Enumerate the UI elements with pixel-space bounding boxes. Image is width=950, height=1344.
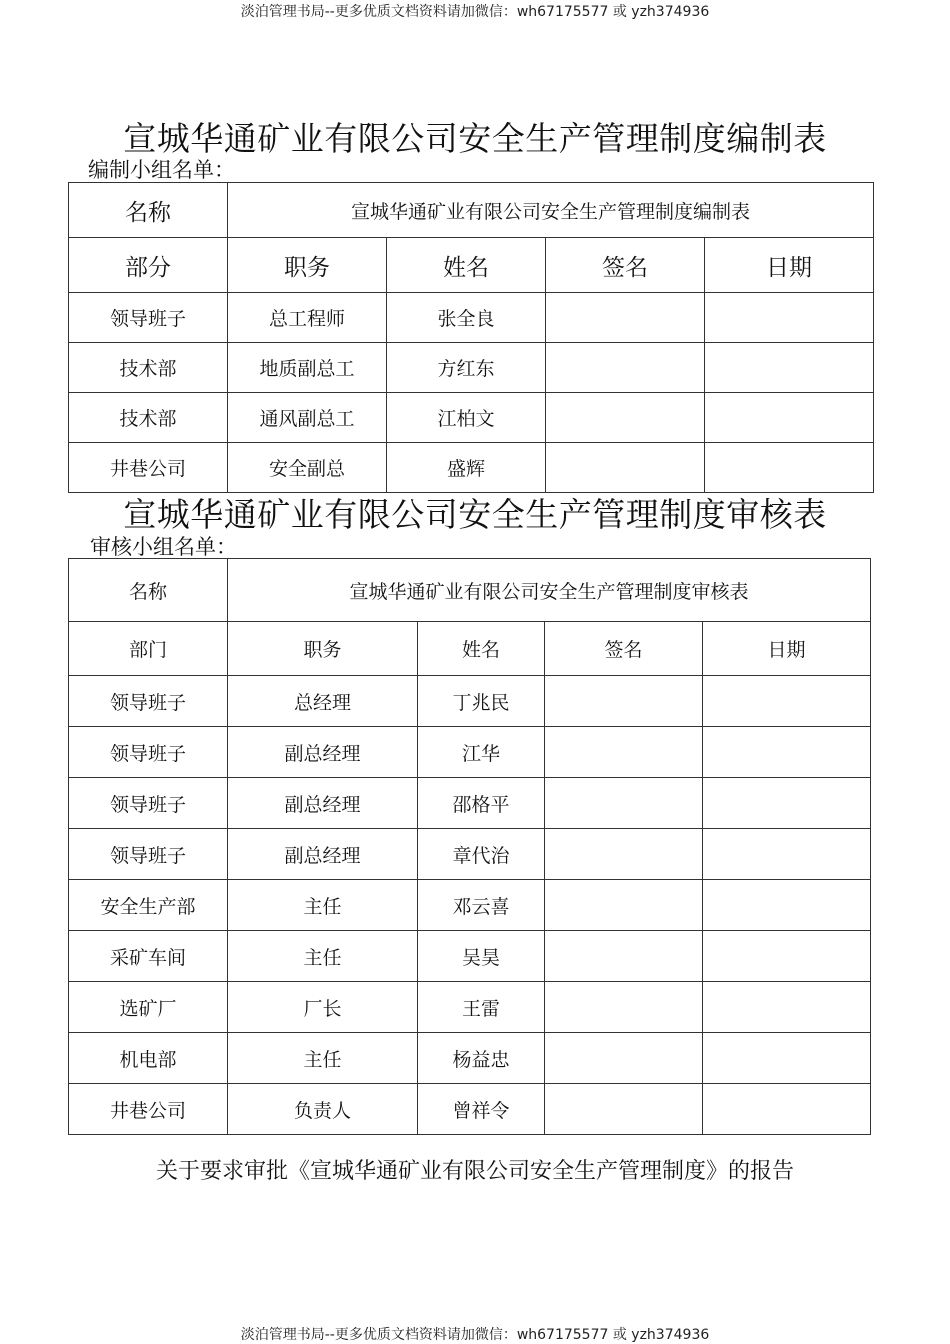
department-cell: 选矿厂 <box>69 982 228 1033</box>
position-cell: 主任 <box>228 1033 418 1084</box>
position-cell: 总工程师 <box>228 293 387 343</box>
department-cell: 领导班子 <box>69 293 228 343</box>
table-row <box>69 727 871 778</box>
report-heading: 关于要求审批《宣城华通矿业有限公司安全生产管理制度》的报告 <box>155 1159 794 1184</box>
signature-cell <box>545 1084 703 1135</box>
department-cell: 安全生产部 <box>69 880 228 931</box>
person-name-cell: 张全良 <box>387 293 546 343</box>
column-header: 职务 <box>228 622 418 676</box>
review-group-label: 审核小组名单： <box>90 535 237 559</box>
date-cell <box>703 778 871 829</box>
compilation-table <box>68 182 874 493</box>
table-row <box>69 931 871 982</box>
table-row <box>69 559 871 622</box>
table-row <box>69 1033 871 1084</box>
position-cell: 副总经理 <box>228 727 418 778</box>
table-row <box>69 982 871 1033</box>
date-cell <box>703 727 871 778</box>
table-row <box>69 343 874 393</box>
name-value-cell: 宣城华通矿业有限公司安全生产管理制度编制表 <box>228 183 874 238</box>
position-cell: 地质副总工 <box>228 343 387 393</box>
table-header-row <box>69 622 871 676</box>
date-cell <box>705 343 874 393</box>
column-header: 部分 <box>69 238 228 293</box>
signature-cell <box>545 727 703 778</box>
signature-cell <box>546 393 705 443</box>
date-cell <box>703 1084 871 1135</box>
date-cell <box>703 676 871 727</box>
department-cell: 领导班子 <box>69 829 228 880</box>
person-name-cell: 杨益忠 <box>418 1033 545 1084</box>
compilation-table-title: 宣城华通矿业有限公司安全生产管理制度编制表 <box>123 119 827 158</box>
column-header: 日期 <box>705 238 874 293</box>
signature-cell <box>546 443 705 493</box>
date-cell <box>703 880 871 931</box>
person-name-cell: 章代治 <box>418 829 545 880</box>
person-name-cell: 江柏文 <box>387 393 546 443</box>
table-row <box>69 829 871 880</box>
position-cell: 主任 <box>228 931 418 982</box>
column-header: 部门 <box>69 622 228 676</box>
name-value-cell: 宣城华通矿业有限公司安全生产管理制度审核表 <box>228 559 871 622</box>
date-cell <box>705 443 874 493</box>
department-cell: 领导班子 <box>69 676 228 727</box>
table-row <box>69 880 871 931</box>
department-cell: 井巷公司 <box>69 1084 228 1135</box>
column-header: 签名 <box>545 622 703 676</box>
date-cell <box>705 393 874 443</box>
signature-cell <box>545 880 703 931</box>
department-cell: 技术部 <box>69 343 228 393</box>
position-cell: 副总经理 <box>228 829 418 880</box>
watermark-footer: 淡泊管理书局--更多优质文档资料请加微信：wh67175577 或 yzh374936 <box>240 1327 710 1343</box>
person-name-cell: 邵格平 <box>418 778 545 829</box>
table-row <box>69 676 871 727</box>
date-cell <box>705 293 874 343</box>
person-name-cell: 曾祥令 <box>418 1084 545 1135</box>
signature-cell <box>546 343 705 393</box>
table-header-row <box>69 238 874 293</box>
person-name-cell: 丁兆民 <box>418 676 545 727</box>
review-table-title: 宣城华通矿业有限公司安全生产管理制度审核表 <box>123 495 827 534</box>
name-label-cell: 名称 <box>69 559 228 622</box>
signature-cell <box>545 829 703 880</box>
date-cell <box>703 1033 871 1084</box>
person-name-cell: 方红东 <box>387 343 546 393</box>
column-header: 签名 <box>546 238 705 293</box>
table-row <box>69 443 874 493</box>
signature-cell <box>545 931 703 982</box>
column-header: 姓名 <box>387 238 546 293</box>
signature-cell <box>545 982 703 1033</box>
position-cell: 厂长 <box>228 982 418 1033</box>
table-row <box>69 183 874 238</box>
department-cell: 机电部 <box>69 1033 228 1084</box>
table-row <box>69 1084 871 1135</box>
person-name-cell: 江华 <box>418 727 545 778</box>
table-row <box>69 393 874 443</box>
position-cell: 主任 <box>228 880 418 931</box>
column-header: 日期 <box>703 622 871 676</box>
department-cell: 采矿车间 <box>69 931 228 982</box>
person-name-cell: 盛辉 <box>387 443 546 493</box>
position-cell: 总经理 <box>228 676 418 727</box>
date-cell <box>703 931 871 982</box>
position-cell: 通风副总工 <box>228 393 387 443</box>
department-cell: 技术部 <box>69 393 228 443</box>
person-name-cell: 王雷 <box>418 982 545 1033</box>
column-header: 职务 <box>228 238 387 293</box>
department-cell: 领导班子 <box>69 778 228 829</box>
name-label-cell: 名称 <box>69 183 228 238</box>
date-cell <box>703 829 871 880</box>
position-cell: 副总经理 <box>228 778 418 829</box>
column-header: 姓名 <box>418 622 545 676</box>
person-name-cell: 邓云喜 <box>418 880 545 931</box>
position-cell: 负责人 <box>228 1084 418 1135</box>
signature-cell <box>545 1033 703 1084</box>
signature-cell <box>545 778 703 829</box>
position-cell: 安全副总 <box>228 443 387 493</box>
date-cell <box>703 982 871 1033</box>
review-table <box>68 558 871 1135</box>
department-cell: 井巷公司 <box>69 443 228 493</box>
person-name-cell: 吴昊 <box>418 931 545 982</box>
signature-cell <box>545 676 703 727</box>
table-row <box>69 293 874 343</box>
signature-cell <box>546 293 705 343</box>
department-cell: 领导班子 <box>69 727 228 778</box>
compilation-group-label: 编制小组名单： <box>88 158 235 182</box>
table-row <box>69 778 871 829</box>
watermark-header: 淡泊管理书局--更多优质文档资料请加微信：wh67175577 或 yzh374936 <box>240 4 710 20</box>
